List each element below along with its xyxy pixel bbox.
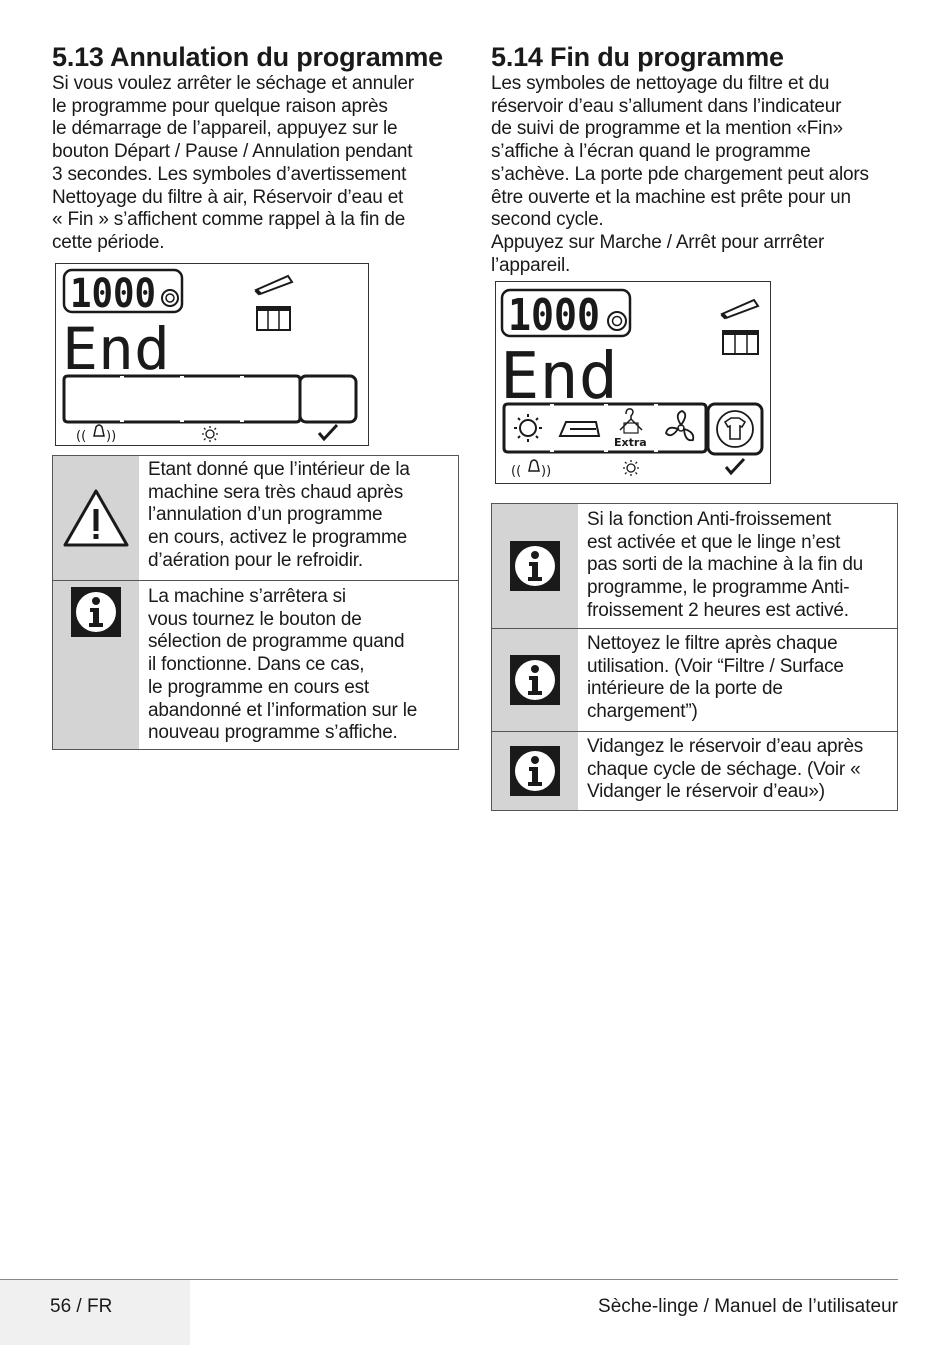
warning-icon: [61, 487, 131, 549]
display-svg: [56, 264, 368, 445]
water-tank-icon: [722, 330, 759, 354]
footer-title: Sèche-linge / Manuel de l’utilisateur: [598, 1296, 898, 1317]
sun-icon: [202, 426, 218, 442]
info-icon: [510, 655, 560, 705]
svg-text:((: ((: [511, 464, 522, 479]
buzzer-icon: [76, 425, 116, 444]
notes-table: [491, 503, 898, 811]
info-note: [492, 629, 897, 732]
info-note: [53, 581, 458, 749]
check-icon: [319, 425, 337, 439]
iron-icon: [560, 422, 599, 436]
info-icon: [510, 541, 560, 591]
section-heading: 5.14 Fin du programme: [491, 42, 784, 72]
svg-text:((: ((: [76, 429, 87, 444]
section-program-cancel: [52, 42, 460, 255]
water-tank-icon: [256, 306, 291, 330]
display-svg: [496, 282, 770, 483]
end-message: End: [500, 340, 618, 414]
section-heading: 5.13 Annulation du programme: [52, 42, 443, 72]
warning-note: [53, 456, 458, 581]
speed-readout: 1000: [508, 290, 600, 341]
extra-label: Extra: [614, 436, 647, 449]
section-body: Si vous voulez arrêter le séchage et annuler le programme pour quelque raison après le démarrage de l’appareil, appuyez sur le bouton Départ / Pause / Annulation pendant 3 secondes. Les symboles d’avertissement Nettoyage du filtre à air, Réservoir d’eau et « Fin » s’affichent comme rappel à la fin de cette période.: [52, 73, 414, 253]
fan-icon: [666, 411, 693, 440]
notes-table: [52, 455, 459, 750]
note-text: Vidangez le réservoir d’eau après chaque cycle de séchage. (Voir « Vidanger le réservoir d’eau»): [587, 736, 864, 803]
sun-icon: [623, 460, 639, 476]
section-program-end: [491, 42, 899, 277]
display-illustration: [55, 263, 369, 446]
svg-text:)): )): [541, 464, 552, 479]
note-text: La machine s’arrêtera si vous tournez le bouton de sélection de programme quand il fonctionne. Dans ce cas, le programme en cours est abandonné et l’information sur le nouveau programme s’affiche.: [148, 586, 418, 744]
buzzer-icon: [511, 460, 551, 479]
info-note: [492, 732, 897, 810]
info-icon: [71, 587, 121, 637]
spin-icon: [608, 312, 626, 330]
dry-sun-icon: [514, 414, 542, 442]
anti-crease-icon: [717, 411, 753, 447]
filter-cleaning-icon: [256, 276, 292, 294]
spin-icon: [162, 290, 178, 306]
page-number: 56 / FR: [50, 1296, 113, 1317]
section-body: Les symboles de nettoyage du filtre et du réservoir d’eau s’allument dans l’indicateur de suivi de programme et la mention «Fin» s’affiche à l’écran quand le programme s’achève. La porte pde chargement peut alors être ouverte et la machine est prête pour un second cycle. Appuyez sur Marche / Arrêt pour arrrêter l’appareil.: [491, 73, 869, 276]
note-text: Si la fonction Anti-froissement est activée et que le linge n’est pas sorti de la machine à la fin du programme, le programme Anti- froissement 2 heures est activé.: [587, 509, 864, 621]
info-icon: [510, 746, 560, 796]
hanger-extra-icon: [614, 409, 647, 449]
svg-text:)): )): [106, 429, 117, 444]
end-message: End: [62, 315, 170, 383]
note-text: Etant donné que l’intérieur de la machine sera très chaud après l’annulation d’un programme en cours, activez le programme d’aération pour le refroidir.: [148, 459, 410, 571]
display-illustration: [495, 281, 771, 484]
speed-readout: 1000: [70, 271, 156, 317]
info-note: [492, 504, 897, 629]
note-text: Nettoyez le filtre après chaque utilisation. (Voir “Filtre / Surface intérieure de la porte de chargement”): [587, 633, 844, 723]
filter-cleaning-icon: [722, 300, 758, 318]
check-icon: [726, 459, 744, 473]
